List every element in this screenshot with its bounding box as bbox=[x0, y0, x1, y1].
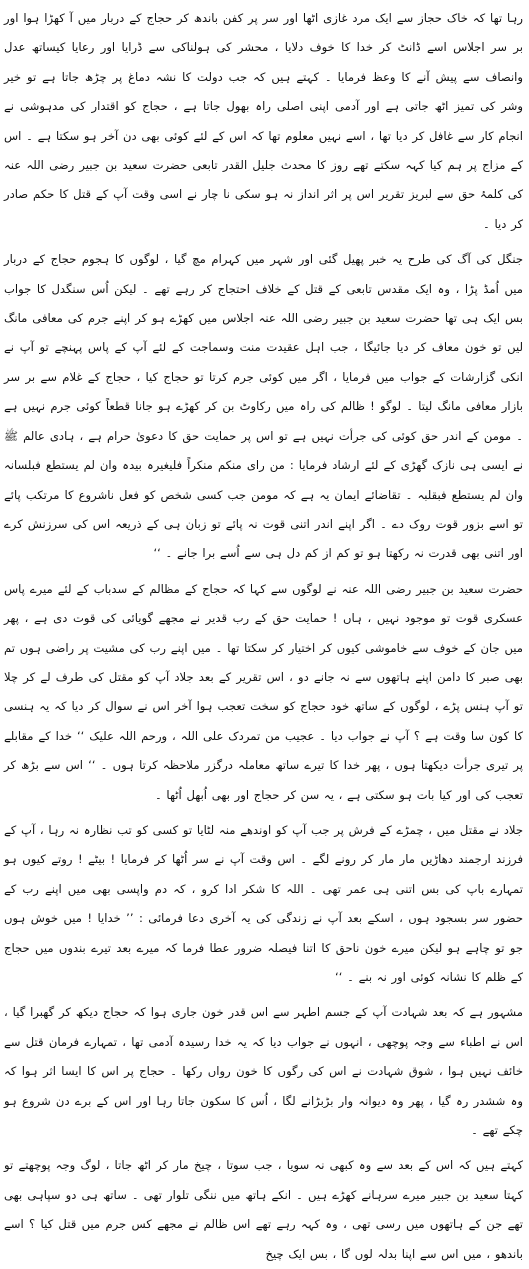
paragraph-1: رہا تھا کہ خاک حجاز سے ایک مرد غازی اٹھا اور سر پر کفن باندھ کر حجاج کے دربار میں آ کھڑا ہوا اور بر سر اجلاس اسے ڈانٹ کر خدا کا خوف دلایا ، محشر کی ہولناکی سے ڈرایا اور رعایا کیساتھ عدل وانصاف سے پیش آنے کا وعظ فرمایا ۔ کہتے ہیں کہ جب دولت کا نشہ دماغ پر چڑھ جاتا ہے تو خیر وشر کی تمیز اٹھ جاتی ہے اور آدمی اپنی اصلی راہ بھول جاتا ہے ، حجاج کو اقتدار کی مدہوشی نے انجام کار سے غافل کر دیا تھا ، اسے نہیں معلوم تھا کہ اس کے لئے کوئی بھی دن آخر ہو سکتا ہے ۔ اس کے مزاج پر ہم کیا کہہ سکتے تھے روز کا محدث جلیل القدر تابعی حضرت سعید بن جبیر رضی اللہ عنہ کی کلمۂ حق سے لبریز تقریر اس پر اثر انداز نہ ہو سکی نا چار نے اسی وقت آپ کے قتل کا حکم صادر کر دیا ۔ bbox=[4, 11, 523, 231]
paragraph-6: کہتے ہیں کہ اس کے بعد سے وہ کبھی نہ سویا ، جب سوتا ، چیخ مار کر اٹھ جاتا ، لوگ وجہ پوچھتے تو کہتا سعید بن جبیر میرے سرہانے کھڑے ہیں ۔ انکے ہاتھ میں ننگی تلوار تھی ۔ ساتھ ہی دو سپاہی بھی تھے جن کے ہاتھوں میں رسی تھی ، وہ کہہ رہے تھے اس ظالم نے مجھے کس جرم میں قتل کیا ؟ اسے باندھو ، میں اس سے اپنا بدلہ لوں گا ، بس ایک چیخ bbox=[4, 1158, 523, 1261]
paragraph-3: حضرت سعید بن جبیر رضی اللہ عنہ نے لوگوں سے کہا کہ حجاج کے مظالم کے سدباب کے لئے میرے پاس عسکری قوت تو موجود نہیں ، ہاں ! حمایت حق کے رب قدیر نے مجھے گویائی کی قوت دی ہے ، پھر میں جان کے خوف سے خاموشی کیوں کر اختیار کر سکتا تھا ۔ میں اپنے رب کی مشیت پر راضی ہوں تم بھی صبر کا دامن اپنے ہاتھوں سے نہ جانے دو ، اس تقریر کے بعد جلاد آپ کو مقتل کی طرف لے کر چلا تو آپ ہنس پڑے ، لوگوں کے ساتھ خود حجاج کو سخت تعجب ہوا آخر اس نے سوال کر دیا کہ یہ ہنسی کا کون سا وقت ہے ؟ آپ نے جواب دیا ۔ عجیب من تمردک علی اللہ ، ورحم اللہ علیک ‘‘ خدا کے مقابلے پر تیری جرأت دیکھتا ہوں ، پھر خدا کا تیرے ساتھ معاملہ درگزر ملاحظہ کرتا ہوں ۔ ‘‘ اس سے بڑھ کر تعجب کی اور کیا بات ہو سکتی ہے ، یہ سن کر حجاج اور بھی اُبھل اُٹھا ۔ bbox=[4, 581, 523, 802]
paragraph-5: مشہور ہے کہ بعد شہادت آپ کے جسم اطہر سے اس قدر خون جاری ہوا کہ حجاج دیکھ کر گھبرا گیا ، اس نے اطباء سے وجہ پوچھی ، انہوں نے جواب دیا کہ یہ خدا رسیدہ آدمی تھا ، تمہارے فرمان قتل سے خائف نہیں ہوا ، شوق شہادت نے اس کی رگوں کا خون رواں رکھا ۔ حجاج پر اس کا ایسا اثر ہوا کہ وہ ششدر رہ گیا ، پھر وہ دیوانہ وار بڑبڑانے لگا ، اُس کا سکون جاتا رہا اور اس کے برے دن شروع ہو چکے تھے ۔ bbox=[4, 1005, 523, 1138]
paragraph-2: جنگل کی آگ کی طرح یہ خبر پھیل گئی اور شہر میں کہرام مچ گیا ، لوگوں کا ہجوم حجاج کے دربار میں اُمڈ پڑا ، وہ ایک مقدس تابعی کے قتل کے خلاف احتجاج کر رہے تھے ۔ لیکن اُس سنگدل کا جواب بس ایک ہی تھا حضرت سعید بن جبیر رضی اللہ عنہ اجلاس میں کھڑے ہو کر اپنے جرم کی معافی مانگ لیں تو خون معاف کر دیا جائیگا ، جب اہل عقیدت منت وسماجت کے لئے آپ کے پاس پہنچے تو آپ نے انکی گزارشات کے جواب میں فرمایا ، اگر میں کوئی جرم کرتا تو حجاج کیا ، حجاج کے غلام سے بر سر بازار معافی مانگ لیتا ۔ لوگو ! ظالم کی راہ میں رکاوٹ بن کر کھڑے ہو جانا قطعاً کوئی جرم نہیں ہے ۔ مومن کے اندر حق کوئی کی جرأت نہیں ہے تو اس پر حمایت حق کا دعویٰ حرام ہے ، ہادی عالم ﷺ نے ایسی ہی نازک گھڑی کے لئے ارشاد فرمایا : من رای منکم منکراً فلیغیرہ بیدہ وان لم یستطع فبلسانہ وان لم یستطع فبقلبہ ۔ تقاضائے ایمان یہ ہے کہ مومن جب کسی شخص کو فعل ناشروع کا مرتکب پائے تو اسے بزور قوت روک دے ۔ اگر اپنے اندر اتنی قوت نہ پائے تو زبان ہی کے ذریعہ اس کی سرزنش کرے اور اتنی بھی قدرت نہ رکھتا ہو تو کم از کم دل ہی سے اُسے برا جانے ۔ ‘‘ bbox=[4, 252, 523, 561]
paragraph-4: جلاد نے مقتل میں ، چمڑے کے فرش پر جب آپ کو اوندھے منہ لٹایا تو کسی کو تب نظارہ نہ رہا ، آپ کے فرزند ارجمند دھاڑیں مار مار کر رونے لگے ۔ اس وقت آپ نے سر اُٹھا کر فرمایا ! بیٹے ! روتے کیوں ہو تمہارے باپ کی بس اتنی ہی عمر تھی ۔ اللہ کا شکر ادا کرو ، کہ دم واپسی بھی میں اپنے رب کے حضور سر بسجود ہوں ، اسکے بعد آپ نے زندگی کی یہ آخری دعا فرمائی : ’’ خدایا ! میں خوش ہوں جو تو چاہے ہو لیکن میرے خون ناحق کا اتنا فیصلہ ضرور عطا فرما کہ میرے بعد تیرے بندوں میں حجاج کے ظلم کا نشانہ کوئی اور نہ بنے ۔ ‘‘ bbox=[4, 822, 523, 984]
